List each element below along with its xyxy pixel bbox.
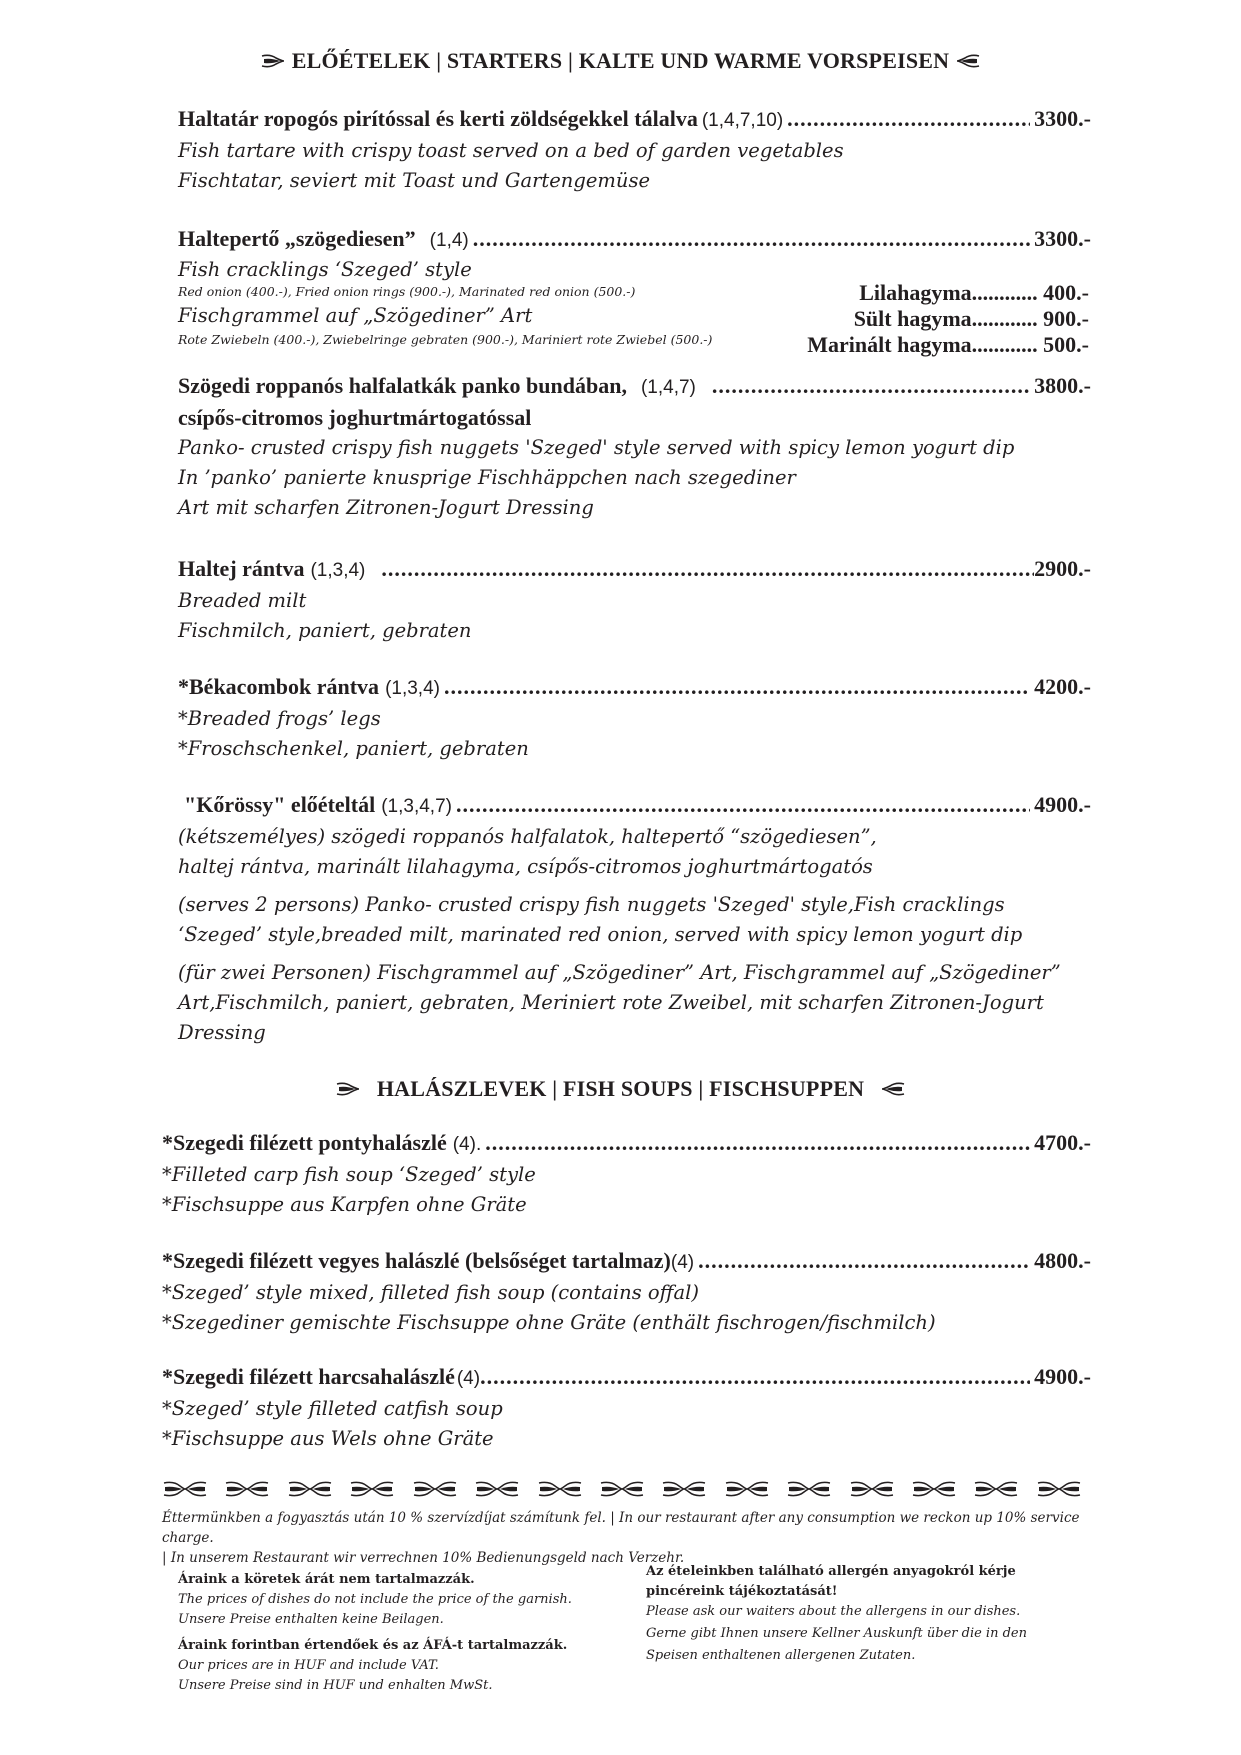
item-allergens: (4). (452, 1134, 482, 1155)
fish-ornament-icon (955, 52, 981, 70)
fish-ornament-icon (412, 1478, 458, 1500)
fish-ornament-icon (911, 1478, 957, 1500)
leader-dots (787, 104, 1030, 134)
item-desc-en: Breaded milt (178, 589, 307, 612)
item-price: 3800.- (1034, 373, 1091, 398)
fish-ornament-icon (880, 1080, 906, 1098)
item-allergens: (1,4,7) (640, 377, 696, 398)
item-desc-en: *Szeged’ style filleted catfish soup (162, 1397, 503, 1420)
item-desc-de: In ’panko’ panierte knusprige Fischhäppchen nach szegediner (178, 466, 796, 489)
leader-dots (456, 790, 1030, 820)
fish-ornament-icon (724, 1478, 770, 1500)
item-desc-en: Fish tartare with crispy toast served on a bed of garden vegetables (178, 139, 844, 162)
item-allergens: (4) (456, 1368, 481, 1389)
soups-section-title (0, 1076, 1241, 1102)
item-desc-de: Dressing (178, 1021, 266, 1044)
side-option: Sült hagyma............ 900.- (853, 306, 1089, 331)
item-desc-en: *Szeged’ style mixed, filleted fish soup (contains offal) (162, 1281, 699, 1304)
leader-dots (444, 672, 1030, 702)
fish-ornament-icon (260, 52, 286, 70)
fish-ornament-icon (1036, 1478, 1082, 1500)
item-extras-de: Rote Zwiebeln (400.-), Zwiebelringe gebraten (900.-), Mariniert rote Zwiebel (500.-) (178, 332, 713, 347)
service-charge-note (162, 1508, 1092, 1568)
menu-item (162, 1128, 1091, 1220)
item-allergens: (1,4) (429, 230, 469, 251)
leader-dots (473, 224, 1030, 254)
item-desc-en: Fish cracklings ‘Szeged’ style (178, 258, 472, 281)
item-name: *Szegedi filézett pontyhalászlé (162, 1130, 447, 1155)
item-allergens: (1,3,4) (310, 560, 366, 581)
menu-item (162, 1362, 1091, 1454)
item-price: 4200.- (1034, 674, 1091, 699)
item-desc-en: *Filleted carp fish soup ‘Szeged’ style (162, 1163, 536, 1186)
fish-ornament-icon (287, 1478, 333, 1500)
allergen-note-de: Speisen enthaltenen allergenen Zutaten. (646, 1648, 916, 1663)
side-option: Lilahagyma............ 400.- (859, 280, 1089, 305)
item-desc-de: *Fischsuppe aus Karpfen ohne Gräte (162, 1193, 527, 1216)
item-price: 4800.- (1034, 1248, 1091, 1273)
service-charge-text: Éttermünkben a fogyasztás után 10 % szervízdíjat számítunk fel. | In our restaurant after any consumption we reckon up 10% service charge. (162, 1510, 1080, 1546)
item-desc-de: Fischgrammel auf „Szögediner” Art (178, 304, 533, 327)
menu-item (178, 790, 1091, 1048)
item-name: Haltatár ropogós pirítóssal és kerti zöldségekkel tálalva (178, 106, 698, 131)
starters-title-text: ELŐÉTELEK | STARTERS | KALTE UND WARME VORSPEISEN (291, 48, 950, 73)
item-price: 4700.- (1034, 1130, 1091, 1155)
service-charge-text-de: | In unserem Restaurant wir verrechnen 10% Bedienungsgeld nach Verzehr. (162, 1550, 685, 1566)
garnish-note-en: The prices of dishes do not include the price of the garnish. (178, 1592, 572, 1607)
fish-ornament-icon (599, 1478, 645, 1500)
item-price: 4900.- (1034, 1364, 1091, 1389)
garnish-note-de: Unsere Preise enthalten keine Beilagen. (178, 1612, 444, 1627)
item-desc-en: Panko- crusted crispy fish nuggets 'Szeged' style served with spicy lemon yogurt dip (178, 436, 1015, 459)
fish-ornament-icon (849, 1478, 895, 1500)
item-name: Haltepertő „szögediesen” (178, 226, 416, 251)
item-desc-hu: haltej rántva, marinált lilahagyma, csípős-citromos joghurtmártogatós (178, 855, 873, 878)
item-name: Szögedi roppanós halfalatkák panko bundában, (178, 373, 627, 398)
item-name: Haltej rántva (178, 556, 305, 581)
item-desc-de: Art mit scharfen Zitronen-Jogurt Dressing (178, 496, 594, 519)
item-extras-en: Red onion (400.-), Fried onion rings (900.-), Marinated red onion (500.-) (178, 284, 636, 299)
item-allergens: (1,4,7,10) (701, 110, 784, 131)
allergen-note-en: Please ask our waiters about the allergens in our dishes. (646, 1604, 1021, 1619)
item-name: "Kőrössy" előételtál (184, 792, 376, 817)
item-desc-en: ‘Szeged’ style,breaded milt, marinated red onion, served with spicy lemon yogurt dip (178, 923, 1023, 946)
side-options (807, 280, 1089, 358)
item-desc-en: (serves 2 persons) Panko- crusted crispy fish nuggets 'Szeged' style,Fish cracklings (178, 893, 1005, 916)
fish-ornament-icon (786, 1478, 832, 1500)
menu-item (178, 554, 1091, 646)
menu-item (178, 672, 1091, 764)
allergen-note-de: Gerne gibt Ihnen unsere Kellner Auskunft über die in den (646, 1626, 1027, 1641)
menu-item (178, 371, 1091, 523)
fish-ornament-icon (162, 1478, 208, 1500)
item-desc-en: *Breaded frogs’ legs (178, 707, 381, 730)
leader-dots (698, 1246, 1030, 1276)
fish-ornament-icon (224, 1478, 270, 1500)
leader-dots (712, 371, 1030, 401)
menu-item (162, 1246, 1091, 1338)
ornament-divider (162, 1478, 1082, 1502)
item-desc-de: (für zwei Personen) Fischgrammel auf „Szögediner” Art, Fischgrammel auf „Szögediner” (178, 961, 1061, 984)
side-option: Marinált hagyma............ 500.- (807, 332, 1089, 357)
leader-dots (480, 1362, 1030, 1392)
item-desc-de: Art,Fischmilch, paniert, gebraten, Meriniert rote Zweibel, mit scharfen Zitronen-Jogurt (178, 991, 1044, 1014)
garnish-note-hu: Áraink a köretek árát nem tartalmazzák. (178, 1572, 475, 1587)
fish-ornament-icon (973, 1478, 1019, 1500)
allergen-note-hu: pincéreink tájékoztatását! (646, 1584, 838, 1599)
item-desc-de: Fischtatar, seviert mit Toast und Gartengemüse (178, 169, 650, 192)
item-name: *Szegedi filézett vegyes halászlé (belsőséget tartalmaz) (162, 1248, 671, 1273)
item-allergens: (1,3,4) (385, 678, 440, 699)
menu-item (178, 104, 1091, 196)
item-desc-hu: (kétszemélyes) szögedi roppanós halfalatok, haltepertő “szögediesen”, (178, 825, 877, 848)
allergen-notes (646, 1562, 1066, 1666)
fish-ornament-icon (537, 1478, 583, 1500)
currency-note-en: Our prices are in HUF and include VAT. (178, 1658, 439, 1673)
item-name-line2: csípős-citromos joghurtmártogatóssal (178, 405, 532, 430)
currency-note-hu: Áraink forintban értendőek és az ÁFÁ-t tartalmazzák. (178, 1638, 568, 1653)
item-allergens: (4) (670, 1252, 695, 1273)
item-price: 3300.- (1034, 106, 1091, 131)
item-desc-de: *Fischsuppe aus Wels ohne Gräte (162, 1427, 494, 1450)
item-name: *Szegedi filézett harcsahalászlé (162, 1364, 455, 1389)
item-price: 2900.- (1034, 556, 1091, 581)
item-name: *Békacombok rántva (178, 674, 380, 699)
starters-section-title (0, 48, 1241, 74)
leader-dots (485, 1128, 1030, 1158)
item-price: 3300.- (1034, 226, 1091, 251)
item-desc-de: *Froschschenkel, paniert, gebraten (178, 737, 529, 760)
fish-ornament-icon (474, 1478, 520, 1500)
item-desc-de: *Szegediner gemischte Fischsuppe ohne Gräte (enthält fischrogen/fischmilch) (162, 1311, 936, 1334)
fish-ornament-icon (661, 1478, 707, 1500)
fish-ornament-icon (335, 1080, 361, 1098)
item-price: 4900.- (1034, 792, 1091, 817)
item-desc-de: Fischmilch, paniert, gebraten (178, 619, 472, 642)
item-allergens: (1,3,4,7) (381, 796, 452, 817)
fish-ornament-icon (349, 1478, 395, 1500)
currency-note-de: Unsere Preise sind in HUF und enhalten MwSt. (178, 1678, 493, 1693)
price-notes (178, 1570, 618, 1696)
leader-dots (381, 554, 1034, 584)
allergen-note-hu: Az ételeinkben található allergén anyagokról kérje (646, 1564, 1016, 1579)
soups-title-text: HALÁSZLEVEK | FISH SOUPS | FISCHSUPPEN (376, 1076, 865, 1101)
